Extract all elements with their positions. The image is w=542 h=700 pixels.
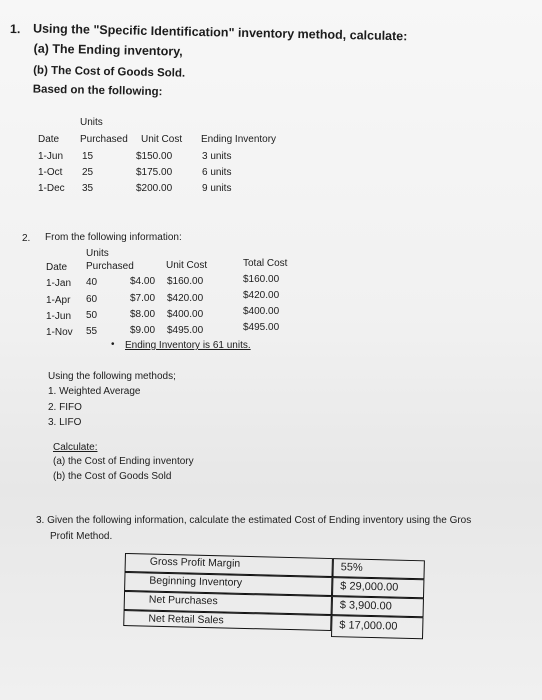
q2-row-total: $420.00 [243, 290, 280, 301]
q1-row-ending: 3 units [202, 151, 232, 162]
q2-method-item: 1. Weighted Average [48, 386, 141, 397]
table-row-label: Beginning Inventory [149, 574, 243, 589]
table-row-label: Net Purchases [148, 593, 218, 608]
table-row-value: $ 3,900.00 [339, 599, 392, 613]
table-row-value: 55% [340, 561, 363, 574]
q2-header-unit-cost: Unit Cost [166, 260, 208, 271]
q2-row-date: 1-Nov [46, 327, 73, 338]
q1-row-units: 35 [82, 183, 94, 194]
q1-header-ending: Ending Inventory [201, 134, 277, 145]
q2-row-units: 40 [86, 277, 98, 288]
q2-row-total: $400.00 [243, 306, 280, 317]
q1-based-on: Based on the following: [32, 83, 163, 99]
q2-row-date: 1-Jun [46, 311, 72, 322]
q2-bullet: • [111, 339, 115, 350]
q1-row-cost: $150.00 [136, 151, 173, 162]
q1-row-date: 1-Jun [38, 151, 64, 162]
q1-header-purchased: Purchased [80, 134, 128, 145]
q2-row-unit-cost: $7.00 [130, 293, 156, 304]
q3-prompt-cont: Profit Method. [50, 531, 113, 542]
q2-row-units: 55 [86, 326, 98, 337]
q2-row-cost: $420.00 [167, 293, 204, 304]
q1-row-cost: $175.00 [136, 167, 173, 178]
q1-row-ending: 9 units [202, 183, 232, 194]
q2-number: 2. [22, 233, 31, 244]
q2-row-cost: $400.00 [167, 309, 204, 320]
q3-prompt: 3. Given the following information, calculate the estimated Cost of Ending inventory using the Gros [36, 515, 472, 526]
q2-header-total-cost: Total Cost [243, 258, 288, 269]
table-row-value: $ 17,000.00 [339, 619, 398, 633]
q2-row-units: 60 [86, 294, 98, 305]
q2-row-unit-cost: $4.00 [130, 276, 156, 287]
q1-header-unit-cost: Unit Cost [141, 134, 183, 145]
q1-row-date: 1-Oct [38, 167, 63, 178]
q2-calc-a: (a) the Cost of Ending inventory [53, 456, 194, 467]
question-1 [0, 0, 542, 121]
q2-method-item: 2. FIFO [48, 402, 82, 413]
table-row-label: Gross Profit Margin [149, 555, 241, 570]
q2-row-cost: $160.00 [167, 276, 204, 287]
q2-row-cost: $495.00 [167, 325, 204, 336]
q2-intro: From the following information: [45, 232, 182, 243]
q2-row-total: $495.00 [243, 322, 280, 333]
q2-method-item: 3. LIFO [48, 417, 82, 428]
q1-part-a: (a) The Ending inventory, [33, 41, 183, 59]
q2-row-units: 50 [86, 310, 98, 321]
q1-row-units: 25 [82, 167, 94, 178]
table-row-value: $ 29,000.00 [340, 580, 399, 594]
q2-header-date: Date [46, 262, 68, 273]
q2-header-purchased: Purchased [86, 261, 134, 272]
q2-row-date: 1-Apr [46, 295, 71, 306]
gross-profit-table [123, 553, 425, 652]
q1-row-units: 15 [82, 151, 94, 162]
q2-row-total: $160.00 [243, 274, 280, 285]
q2-row-unit-cost: $8.00 [130, 309, 156, 320]
table-row-label: Net Retail Sales [148, 612, 224, 627]
q1-header-date: Date [38, 134, 60, 145]
q1-title: Using the "Specific Identification" inventory method, calculate: [32, 21, 408, 44]
q1-row-cost: $200.00 [136, 183, 173, 194]
q2-row-date: 1-Jan [46, 278, 72, 289]
q2-ending-inventory-note: Ending Inventory is 61 units. [125, 340, 251, 351]
q2-calc-b: (b) the Cost of Goods Sold [53, 471, 172, 482]
q1-number: 1. [9, 22, 21, 37]
q2-methods-intro: Using the following methods; [48, 371, 176, 382]
q2-row-unit-cost: $9.00 [130, 325, 156, 336]
q1-row-ending: 6 units [202, 167, 232, 178]
q2-header-units: Units [86, 248, 109, 259]
q1-row-date: 1-Dec [38, 183, 65, 194]
q1-part-b: (b) The Cost of Goods Sold. [33, 64, 186, 80]
q2-calculate-heading: Calculate: [53, 442, 98, 453]
q1-header-units: Units [80, 117, 103, 128]
